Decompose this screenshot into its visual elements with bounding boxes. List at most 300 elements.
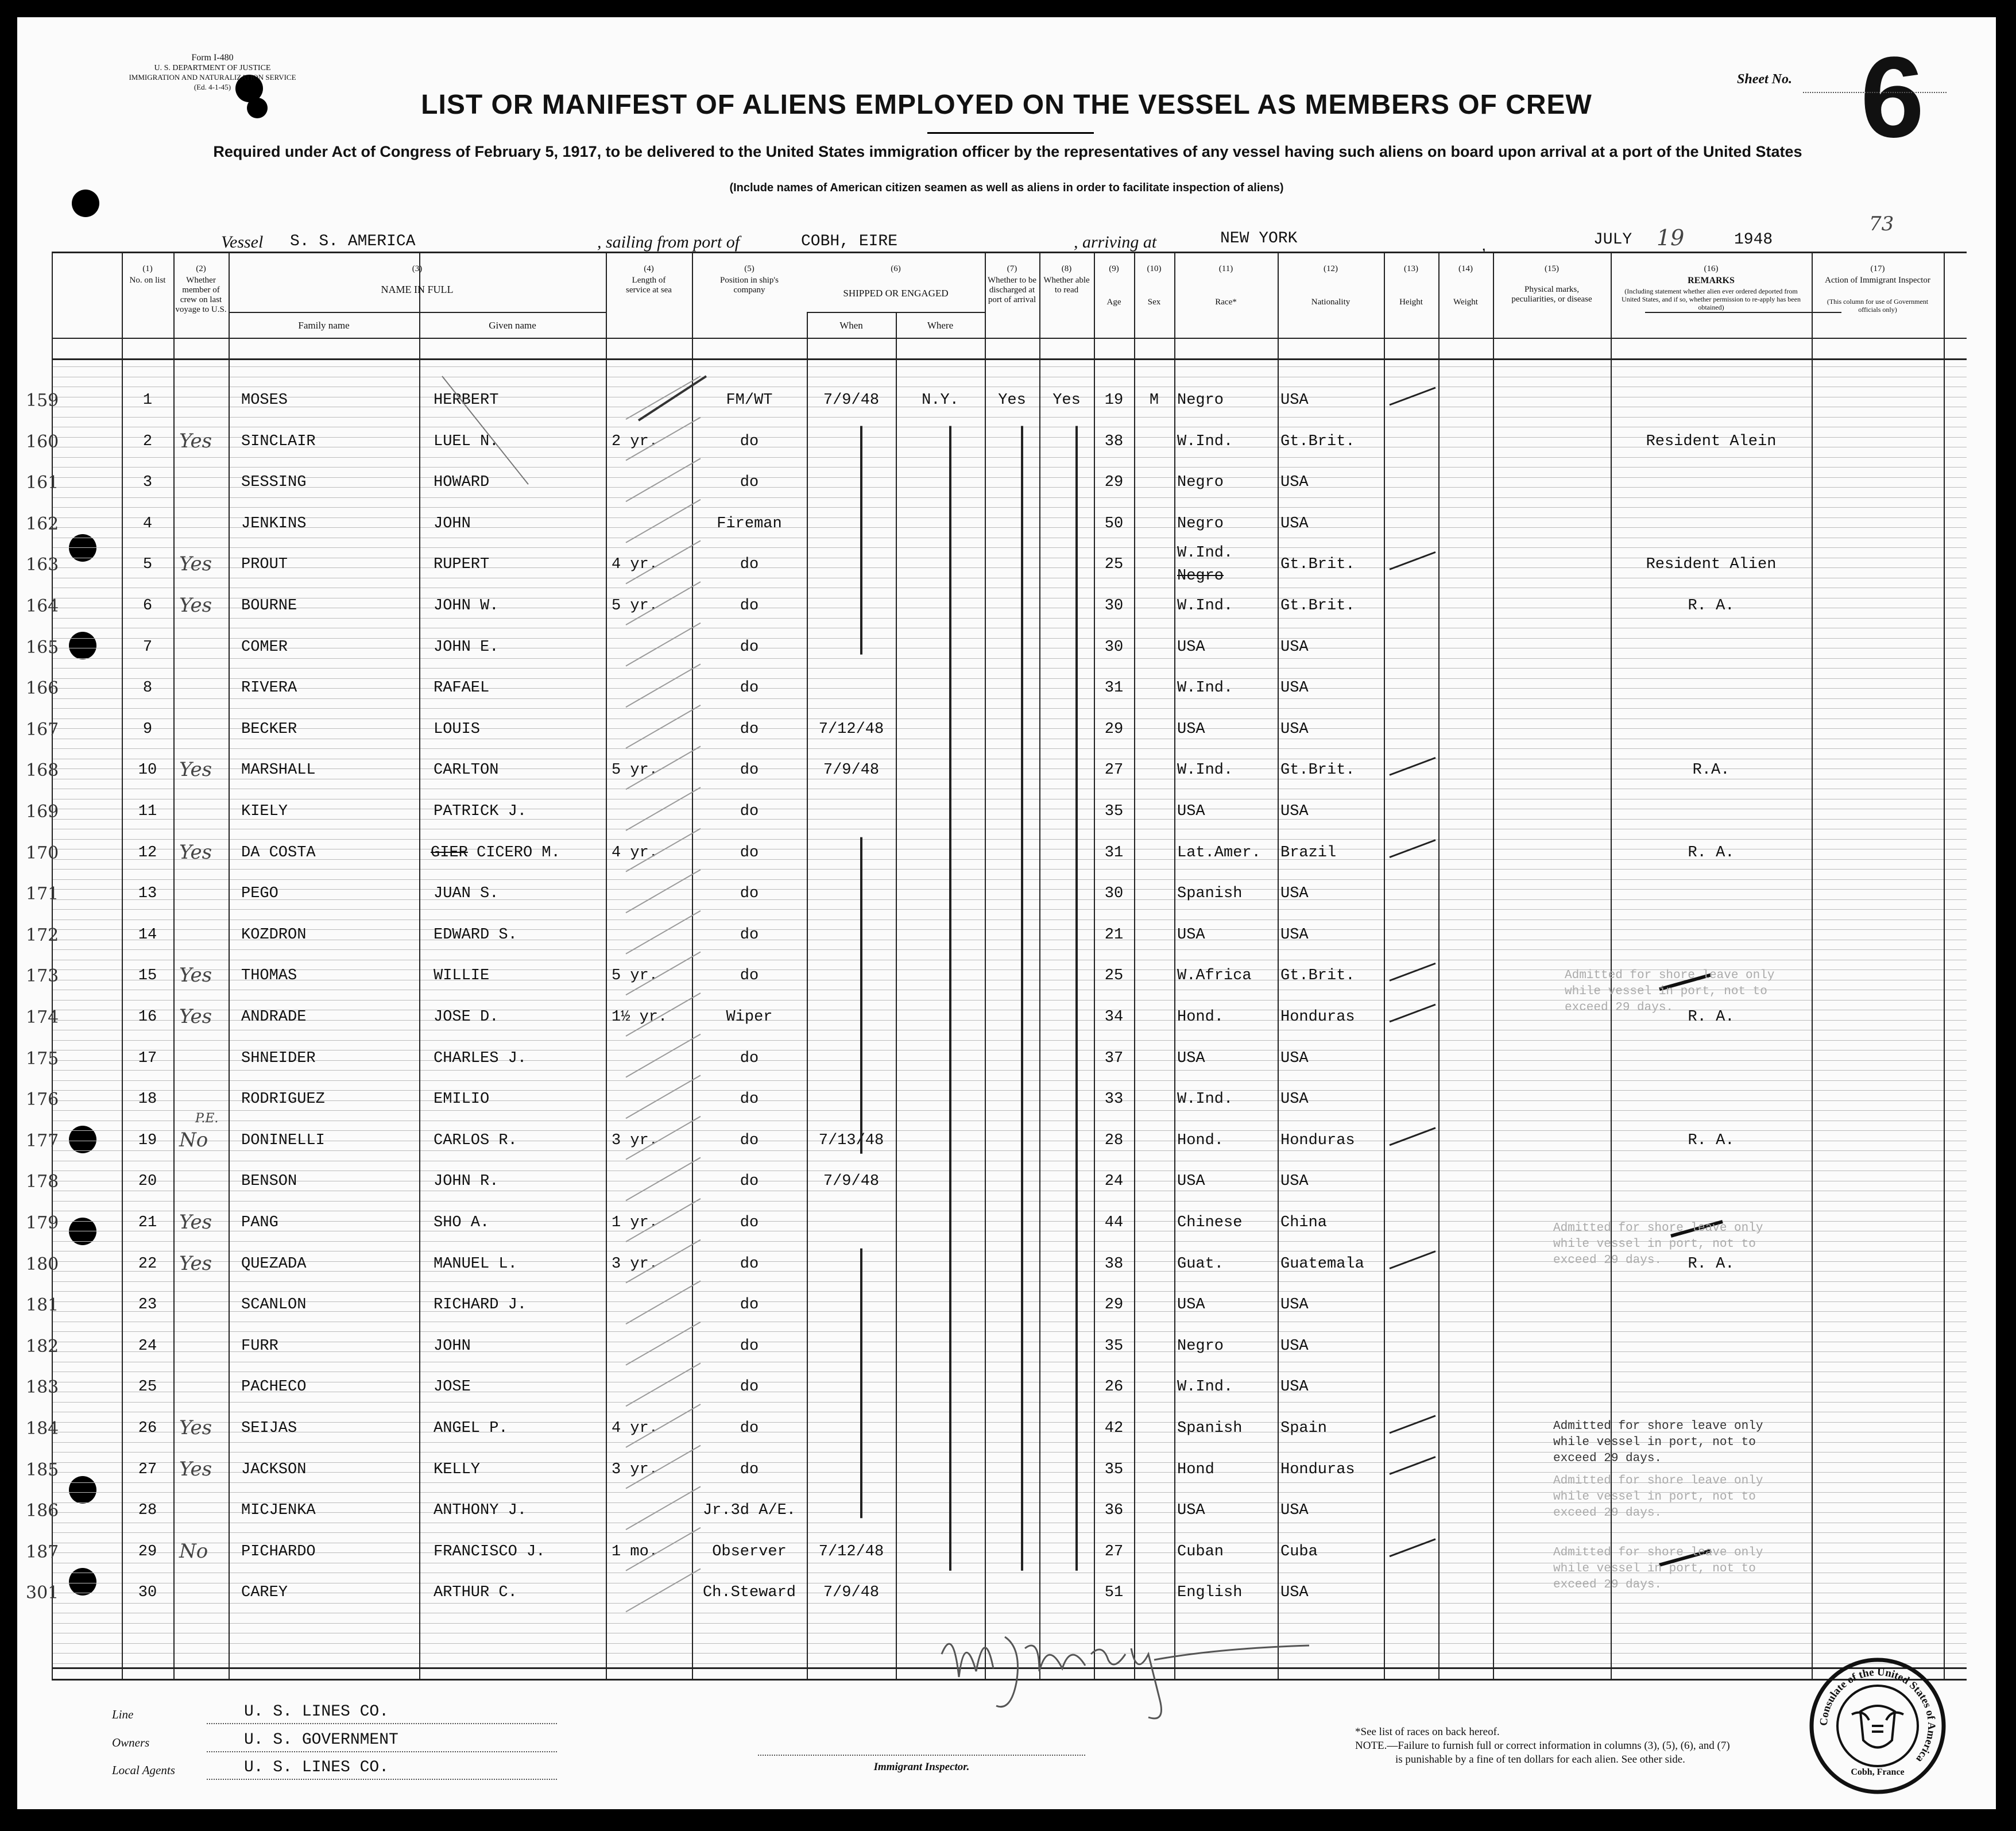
race: Hond.	[1177, 1131, 1224, 1149]
family-name: PROUT	[241, 556, 288, 574]
family-name: SCANLON	[241, 1296, 307, 1314]
row-number: 20	[138, 1173, 157, 1191]
col11-header-num: (11)	[1218, 264, 1233, 273]
given-name: EDWARD S.	[434, 926, 517, 944]
sheet-number: 6	[1860, 33, 1925, 161]
race: Negro	[1177, 515, 1224, 532]
age: 38	[1104, 432, 1124, 450]
nationality: Honduras	[1280, 1009, 1355, 1026]
age: 42	[1104, 1420, 1124, 1437]
given-name: FRANCISCO J.	[434, 1543, 545, 1560]
row-number: 2	[142, 432, 153, 450]
table-row	[26, 1090, 1967, 1131]
race: W.Ind.	[1177, 432, 1233, 450]
remarks: R. A.	[1688, 1255, 1735, 1273]
col2-header-num: (2)	[196, 264, 206, 273]
col5-header: Position in ship's company	[720, 276, 779, 295]
row-number: 26	[138, 1420, 157, 1437]
table-row	[26, 594, 1967, 638]
col9-header: Age	[1106, 298, 1121, 307]
family-name: DONINELLI	[241, 1131, 325, 1149]
position: do	[740, 1461, 759, 1478]
length-of-service: 1½ yr.	[612, 1009, 668, 1026]
col14-header: Weight	[1453, 298, 1478, 307]
race: W.Ind.	[1177, 1378, 1233, 1396]
given-name: JUAN S.	[434, 885, 499, 903]
row-number: 27	[138, 1461, 157, 1478]
family-name: MOSES	[241, 392, 288, 409]
margin-number: 184	[26, 1419, 59, 1439]
nationality: USA	[1280, 515, 1309, 532]
col4-header-num: (4)	[644, 264, 654, 273]
position: FM/WT	[726, 392, 773, 409]
nationality: Cuba	[1280, 1543, 1318, 1560]
last-voyage: Yes	[179, 553, 212, 576]
arriving-label: , arriving at	[1074, 233, 1157, 252]
given-name: CHARLES J.	[434, 1049, 527, 1067]
row-number: 24	[138, 1337, 157, 1355]
age: 29	[1104, 474, 1124, 492]
family-name: MICJENKA	[241, 1502, 316, 1520]
race: Hond.	[1177, 1009, 1224, 1026]
race: USA	[1177, 720, 1205, 738]
col15-header-num: (15)	[1545, 264, 1559, 273]
margin-number: 170	[26, 843, 59, 863]
given-name: RUPERT	[434, 556, 490, 574]
remarks: R.A.	[1692, 762, 1730, 779]
given-name: ARTHUR C.	[434, 1584, 517, 1602]
position: do	[740, 638, 759, 656]
length-of-service: 5 yr.	[612, 762, 659, 779]
footnote-penalty: NOTE.—Failure to furnish full or correct information in columns (3), (5), (6), and (7)	[1355, 1740, 1730, 1752]
shore-leave-stamp: Admitted for shore leave only while vessel in port, not to exceed 29 days.	[1553, 1546, 1763, 1591]
nationality: Gt.Brit.	[1280, 597, 1355, 615]
remarks: Resident Alien	[1646, 556, 1777, 574]
race: Cuban	[1177, 1543, 1224, 1560]
sheet-corner-number: 73	[1869, 213, 1894, 235]
given-name: EMILIO	[434, 1091, 490, 1108]
col8-header: Whether able to read	[1043, 276, 1090, 295]
col6b-header: Where	[927, 320, 954, 331]
nationality: USA	[1280, 1091, 1309, 1108]
age: 19	[1104, 392, 1124, 409]
family-name: DA COSTA	[241, 844, 316, 862]
position: do	[740, 1255, 759, 1273]
length-of-service: 3 yr.	[612, 1255, 659, 1273]
col13-header: Height	[1399, 298, 1423, 307]
nationality: USA	[1280, 1173, 1309, 1191]
family-name: MARSHALL	[241, 762, 316, 779]
col6a-header: When	[839, 320, 863, 331]
family-name: PANG	[241, 1214, 278, 1231]
given-name: CARLTON	[434, 762, 499, 779]
col3-header-num: (3)	[412, 264, 423, 273]
row-number: 15	[138, 967, 157, 985]
table-row	[26, 1111, 1967, 1172]
seal-place: Cobh, France	[1851, 1767, 1905, 1777]
row-number: 22	[138, 1255, 157, 1273]
remarks: Resident Alein	[1646, 432, 1777, 450]
service-name: IMMIGRATION AND NATURALIZATION SERVICE	[129, 73, 296, 82]
title-underline	[927, 132, 1094, 134]
given-name: RICHARD J.	[434, 1296, 527, 1314]
length-of-service: 4 yr.	[612, 556, 659, 574]
position: do	[740, 1337, 759, 1355]
nationality: Gt.Brit.	[1280, 967, 1355, 985]
nationality: Brazil	[1280, 844, 1337, 862]
nationality: Gt.Brit.	[1280, 762, 1355, 779]
shipped-when: 7/12/48	[818, 720, 884, 738]
age: 35	[1104, 1461, 1124, 1478]
margin-number: 183	[26, 1377, 59, 1398]
row-number: 18	[138, 1091, 157, 1108]
margin-number: 162	[26, 513, 59, 534]
shipped-when: 7/13/48	[818, 1131, 884, 1149]
last-voyage: No	[179, 1128, 208, 1152]
sailing-label: , sailing from port of	[597, 233, 740, 252]
length-of-service: 1 mo.	[612, 1543, 659, 1560]
age: 36	[1104, 1502, 1124, 1520]
given-name: LUEL N.	[434, 432, 499, 450]
race: Hond	[1177, 1461, 1214, 1478]
vessel-label: Vessel	[221, 233, 264, 252]
position: do	[740, 432, 759, 450]
date-month: JULY	[1593, 231, 1632, 249]
nationality: Gt.Brit.	[1280, 432, 1355, 450]
margin-number: 172	[26, 925, 59, 945]
family-name: PICHARDO	[241, 1543, 316, 1560]
row-number: 25	[138, 1378, 157, 1396]
nationality: Gt.Brit.	[1280, 556, 1355, 574]
col12-header: Nationality	[1311, 298, 1351, 307]
age: 35	[1104, 803, 1124, 820]
remarks: R. A.	[1688, 597, 1735, 615]
discharged: Yes	[998, 392, 1026, 409]
sailing-from: COBH, EIRE	[801, 233, 898, 250]
nationality: China	[1280, 1214, 1328, 1231]
race: W.Ind.	[1177, 679, 1233, 697]
shore-leave-stamp: Admitted for shore leave only while vessel in port, not to exceed 29 days.	[1553, 1474, 1763, 1520]
margin-number: 180	[26, 1254, 59, 1274]
age: 28	[1104, 1131, 1124, 1149]
col3-header: NAME IN FULL	[381, 284, 454, 295]
last-voyage: Yes	[179, 964, 212, 987]
margin-number: 164	[26, 596, 59, 616]
given-name: MANUEL L.	[434, 1255, 517, 1273]
remarks: R. A.	[1688, 844, 1735, 862]
given-name: ANTHONY J.	[434, 1502, 527, 1520]
margin-number: 166	[26, 678, 59, 699]
nationality: USA	[1280, 803, 1309, 820]
given-name: JOSE D.	[434, 1009, 499, 1026]
shore-leave-stamp: Admitted for shore leave only while vessel in port, not to exceed 29 days.	[1565, 969, 1775, 1014]
age: 25	[1104, 967, 1124, 985]
age: 30	[1104, 597, 1124, 615]
row-number: 13	[138, 885, 157, 903]
col6-header: SHIPPED OR ENGAGED	[843, 288, 949, 299]
family-name: SEIJAS	[241, 1420, 297, 1437]
last-voyage: Yes	[179, 429, 212, 453]
given-name: CICERO M.	[477, 844, 560, 862]
position: do	[740, 1296, 759, 1314]
table-row	[26, 719, 1967, 761]
row-number: 21	[138, 1214, 157, 1231]
age: 30	[1104, 638, 1124, 656]
nationality: USA	[1280, 1049, 1309, 1067]
line-field	[207, 1723, 557, 1724]
row-number: 17	[138, 1049, 157, 1067]
age: 27	[1104, 762, 1124, 779]
family-name: SINCLAIR	[241, 432, 316, 450]
family-name: ANDRADE	[241, 1009, 307, 1026]
race: Negro	[1177, 1337, 1224, 1355]
family-name: BOURNE	[241, 597, 297, 615]
position: do	[740, 844, 759, 862]
row-number: 5	[142, 556, 153, 574]
table-row	[26, 1048, 1967, 1090]
margin-number: 185	[26, 1459, 59, 1480]
last-voyage: Yes	[179, 1251, 212, 1275]
table-row	[26, 678, 1967, 720]
nationality: USA	[1280, 1296, 1309, 1314]
length-of-service: 5 yr.	[612, 597, 659, 615]
race: USA	[1177, 1173, 1205, 1191]
sheet-label: Sheet No.	[1737, 72, 1792, 87]
position: do	[740, 679, 759, 697]
inspector-line	[758, 1755, 1085, 1756]
agents-field	[207, 1779, 557, 1780]
family-name: JACKSON	[241, 1461, 307, 1478]
footnote-races: *See list of races on back hereof.	[1355, 1726, 1500, 1738]
owners-field	[207, 1751, 557, 1752]
row-number: 14	[138, 926, 157, 944]
row-number: 12	[138, 844, 157, 862]
position: Jr.3d A/E.	[702, 1502, 796, 1520]
nationality: USA	[1280, 885, 1309, 903]
shipped-when: 7/9/48	[823, 1584, 880, 1602]
last-voyage: Yes	[179, 840, 212, 864]
position: do	[740, 967, 759, 985]
row-number: 19	[138, 1131, 157, 1149]
table-row	[26, 513, 1967, 555]
race: USA	[1177, 1049, 1205, 1067]
shipped-when: 7/9/48	[823, 762, 880, 779]
row-number: 4	[142, 515, 153, 532]
col5-header-num: (5)	[744, 264, 754, 273]
margin-number: 167	[26, 719, 59, 740]
shipped-where: N.Y.	[922, 392, 959, 409]
margin-number: 169	[26, 802, 59, 822]
given-name: HERBERT	[434, 392, 499, 409]
margin-number: 187	[26, 1542, 59, 1562]
race: USA	[1177, 1502, 1205, 1520]
page-title: LIST OR MANIFEST OF ALIENS EMPLOYED ON THE VESSEL AS MEMBERS OF CREW	[421, 90, 1592, 120]
position: do	[740, 885, 759, 903]
row-number: 3	[142, 474, 153, 492]
table-row	[26, 637, 1967, 679]
svg-text:Consulate of the United States	[1818, 1666, 1937, 1765]
table-row	[26, 884, 1967, 925]
age: 30	[1104, 885, 1124, 903]
race: Guat.	[1177, 1255, 1224, 1273]
length-of-service: 3 yr.	[612, 1131, 659, 1149]
race: Negro	[1177, 474, 1224, 492]
age: 44	[1104, 1214, 1124, 1231]
col13-header-num: (13)	[1404, 264, 1418, 273]
age: 27	[1104, 1543, 1124, 1560]
position: Observer	[712, 1543, 787, 1560]
margin-number: 173	[26, 966, 59, 987]
col2-header: Whether member of crew on last voyage to U.S.	[175, 276, 227, 314]
table-row	[26, 1377, 1967, 1419]
row-number: 1	[142, 392, 153, 409]
nationality: Honduras	[1280, 1461, 1355, 1478]
last-voyage-note: P.E.	[195, 1111, 219, 1126]
given-name: JOHN E.	[434, 638, 499, 656]
length-of-service: 4 yr.	[612, 1420, 659, 1437]
col10-header-num: (10)	[1147, 264, 1162, 273]
position: do	[740, 597, 759, 615]
nationality: Spain	[1280, 1420, 1328, 1437]
family-name: BECKER	[241, 720, 297, 738]
col7-header-num: (7)	[1007, 264, 1017, 273]
nationality: USA	[1280, 1337, 1309, 1355]
family-name: RODRIGUEZ	[241, 1091, 325, 1108]
age: 31	[1104, 844, 1124, 862]
row-number: 11	[138, 803, 157, 820]
family-name: KOZDRON	[241, 926, 307, 944]
row-number: 28	[138, 1502, 157, 1520]
race: Lat.Amer.	[1177, 844, 1261, 862]
position: do	[740, 1091, 759, 1108]
age: 38	[1104, 1255, 1124, 1273]
col17-header-num: (17)	[1870, 264, 1885, 273]
margin-number: 181	[26, 1295, 59, 1316]
last-voyage: Yes	[179, 1005, 212, 1028]
col9-header-num: (9)	[1109, 264, 1119, 273]
footnote-fine: is punishable by a fine of ten dollars for each alien. See other side.	[1395, 1753, 1685, 1766]
age: 37	[1104, 1049, 1124, 1067]
margin-number: 182	[26, 1336, 59, 1357]
col17-header-note: (This column for use of Government officials only)	[1827, 298, 1929, 314]
vessel-name: S. S. AMERICA	[290, 233, 416, 250]
race: English	[1177, 1584, 1243, 1602]
date-year: 1948	[1734, 231, 1773, 249]
arriving-at: NEW YORK	[1220, 230, 1298, 248]
table-row	[26, 840, 1967, 884]
given-name: RAFAEL	[434, 679, 490, 697]
age: 34	[1104, 1009, 1124, 1026]
date-day: 19	[1657, 225, 1685, 250]
sheet-number-line	[1803, 92, 1947, 93]
race: W.Ind.	[1177, 1091, 1233, 1108]
length-of-service: 1 yr.	[612, 1214, 659, 1231]
table-row	[26, 802, 1967, 843]
position: Fireman	[717, 515, 782, 532]
length-of-service: 5 yr.	[612, 967, 659, 985]
table-row	[26, 758, 1967, 802]
age: 29	[1104, 720, 1124, 738]
margin-number: 186	[26, 1501, 59, 1521]
row-number: 30	[138, 1584, 157, 1602]
given-name-struck: GIER	[431, 844, 468, 862]
seal-text: Consulate of the United States of America	[1817, 1666, 1938, 1765]
col3a-header: Family name	[298, 320, 350, 331]
race: USA	[1177, 926, 1205, 944]
position: do	[740, 762, 759, 779]
given-name: WILLIE	[434, 967, 490, 985]
family-name: JENKINS	[241, 515, 307, 532]
family-name: COMER	[241, 638, 288, 656]
margin-number: 301	[26, 1583, 59, 1604]
row-number: 6	[142, 597, 153, 615]
row-number: 29	[138, 1543, 157, 1560]
date-comma: ,	[1481, 235, 1487, 254]
race: W.Africa	[1177, 967, 1252, 985]
remarks: R. A.	[1688, 1009, 1735, 1026]
agents-label: Local Agents	[112, 1763, 175, 1777]
position: do	[740, 1049, 759, 1067]
given-name: JOHN	[434, 1337, 471, 1355]
row-number: 10	[138, 762, 157, 779]
last-voyage: Yes	[179, 1211, 212, 1234]
consular-seal	[1806, 1654, 1949, 1798]
family-name: KIELY	[241, 803, 288, 820]
age: 51	[1104, 1584, 1124, 1602]
family-name: FURR	[241, 1337, 278, 1355]
nationality: USA	[1280, 1502, 1309, 1520]
table-row	[26, 429, 1967, 473]
owners-value: U. S. GOVERNMENT	[244, 1731, 398, 1749]
age: 21	[1104, 926, 1124, 944]
family-name: PEGO	[241, 885, 278, 903]
nationality: USA	[1280, 1378, 1309, 1396]
table-row	[26, 391, 1967, 432]
position: do	[740, 1214, 759, 1231]
shore-leave-stamp: Admitted for shore leave only while vessel in port, not to exceed 29 days.	[1553, 1222, 1763, 1267]
position: do	[740, 1420, 759, 1437]
inspector-signature	[930, 1614, 1332, 1729]
race: W.Ind.	[1177, 762, 1233, 779]
position: do	[740, 1173, 759, 1191]
race: USA	[1177, 1296, 1205, 1314]
race-struck: Negro	[1177, 567, 1224, 585]
col3b-header: Given name	[489, 320, 536, 331]
given-name: JOHN W.	[434, 597, 499, 615]
nationality: USA	[1280, 638, 1309, 656]
margin-number: 174	[26, 1007, 59, 1027]
margin-number: 160	[26, 431, 59, 452]
given-name: LOUIS	[434, 720, 481, 738]
sex: M	[1149, 392, 1159, 409]
position: Wiper	[726, 1009, 773, 1026]
position: do	[740, 720, 759, 738]
row-number: 16	[138, 1009, 157, 1026]
table-row	[26, 544, 1967, 596]
family-name: QUEZADA	[241, 1255, 307, 1273]
given-name: PATRICK J.	[434, 803, 527, 820]
given-name: ANGEL P.	[434, 1420, 508, 1437]
col7-header: Whether to be discharged at port of arrival	[988, 276, 1036, 304]
family-name: BENSON	[241, 1173, 297, 1191]
last-voyage: Yes	[179, 1457, 212, 1481]
position: do	[740, 1131, 759, 1149]
family-name: CAREY	[241, 1584, 288, 1602]
margin-number: 171	[26, 884, 59, 905]
form-number: Form I-480	[191, 53, 234, 63]
department-name: U. S. DEPARTMENT OF JUSTICE	[154, 64, 271, 72]
family-name: SESSING	[241, 474, 307, 492]
